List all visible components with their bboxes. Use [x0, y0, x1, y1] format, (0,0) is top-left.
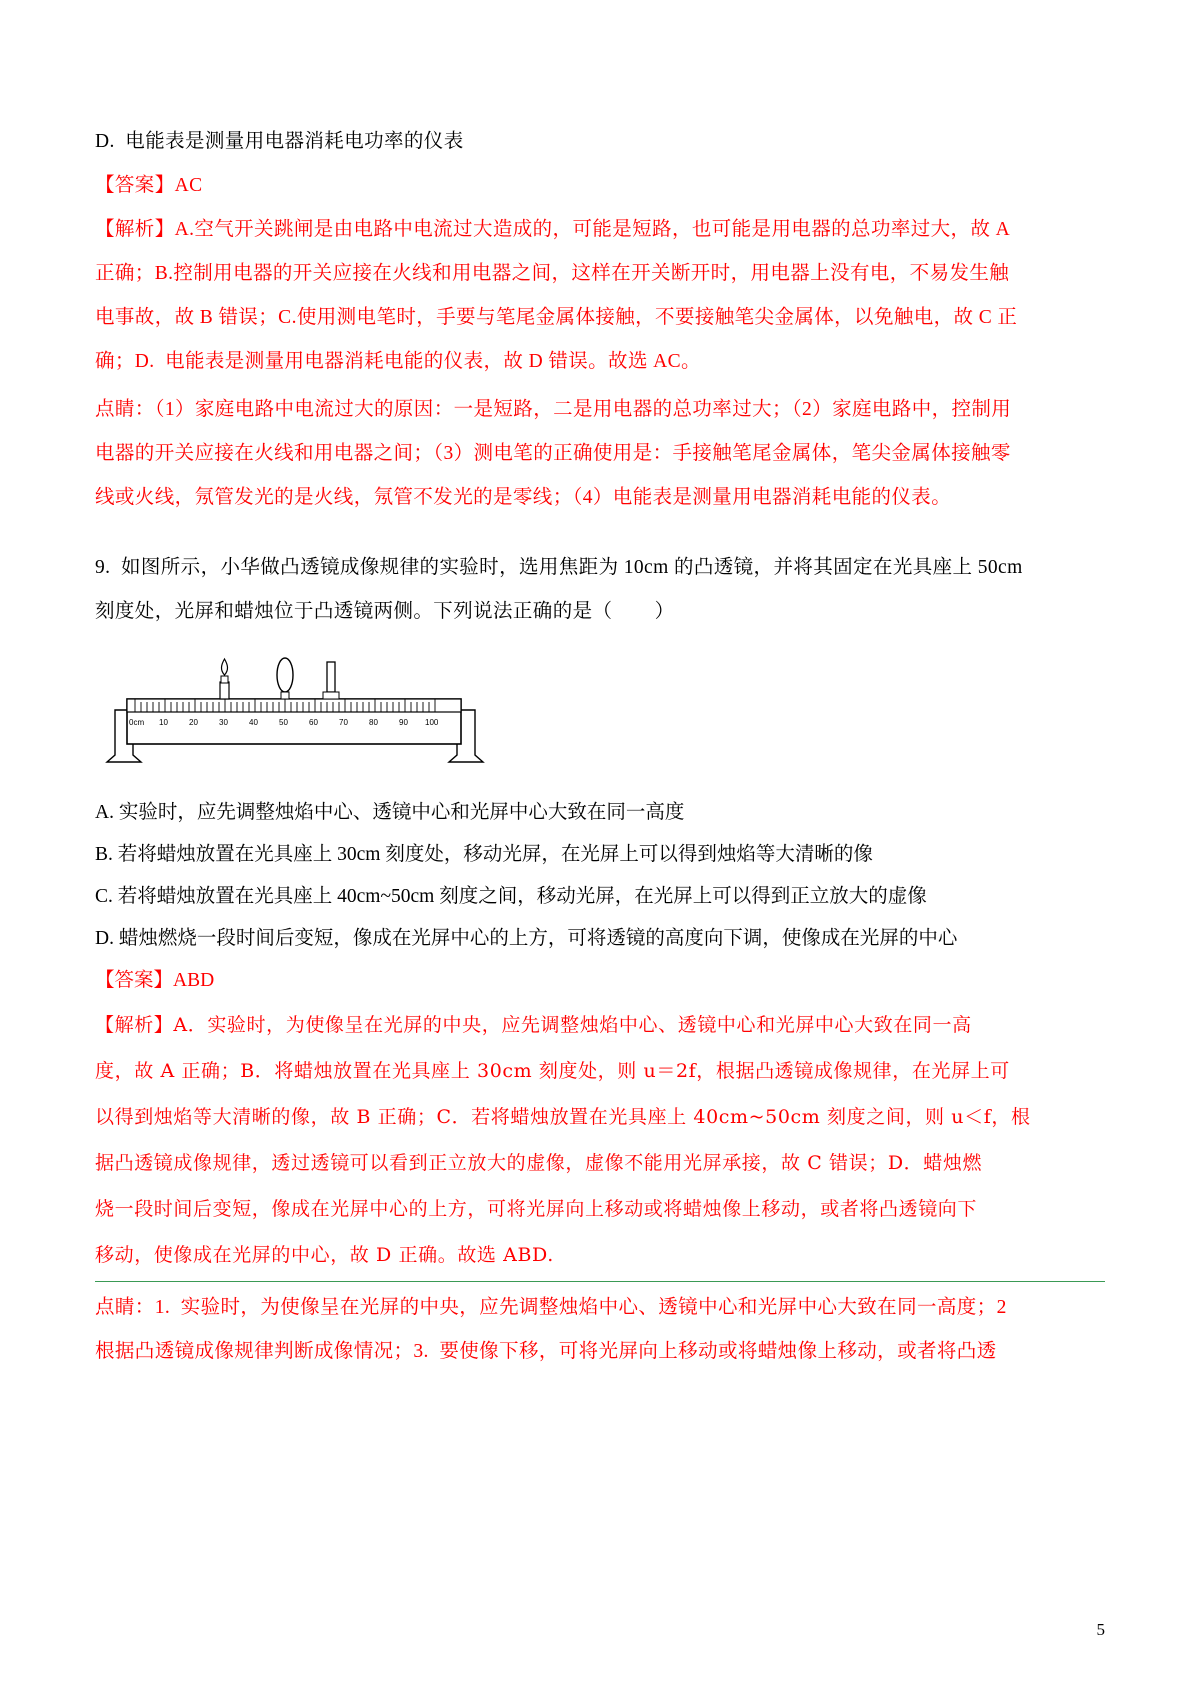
q8-tip-line: 线或火线，氖管发光的是火线，氖管不发光的是零线；（4）电能表是测量用电器消耗电能的仪表。 — [95, 487, 952, 508]
q9-stem — [95, 546, 1105, 634]
q9-option-a: A. 实验时，应先调整烛焰中心、透镜中心和光屏中心大致在同一高度 — [95, 802, 685, 823]
q9-analysis-line: 烧一段时间后变短，像成在光屏中心的上方，可将光屏向上移动或将蜡烛像上移动，或者将凸透镜向下 — [95, 1198, 978, 1220]
q9-option-b: B. 若将蜡烛放置在光具座上 30cm 刻度处，移动光屏，在光屏上可以得到烛焰等大清晰的像 — [95, 844, 873, 865]
q9-stem-line: 刻度处，光屏和蜡烛位于凸透镜两侧。下列说法正确的是（ ） — [95, 601, 675, 622]
q8-analysis-line: 正确；B.控制用电器的开关应接在火线和用电器之间，这样在开关断开时，用电器上没有电，不易发生触 — [95, 263, 1010, 284]
q9-stem-line: 9. 如图所示，小华做凸透镜成像规律的实验时，选用焦距为 10cm 的凸透镜，并将其固定在光具座上 50cm — [95, 557, 1023, 578]
q9-tip — [95, 1286, 1105, 1374]
q9-tip-line: 点睛：1. 实验时，为使像呈在光屏的中央，应先调整烛焰中心、透镜中心和光屏中心大致在同一高度；2 — [95, 1297, 1007, 1318]
svg-text:30: 30 — [219, 718, 228, 727]
svg-text:20: 20 — [189, 718, 198, 727]
q9-analysis-line: 度，故 A 正确；B．将蜡烛放置在光具座上 30cm 刻度处，则 u＝2f，根据凸透镜成像规律，在光屏上可 — [95, 1060, 1010, 1082]
convex-lens-icon — [277, 658, 293, 699]
svg-text:0cm: 0cm — [129, 718, 145, 727]
q9-analysis-line: 以得到烛焰等大清晰的像，故 B 正确；C．若将蜡烛放置在光具座上 40cm~50cm 刻度之间，则 u＜f，根 — [95, 1106, 1031, 1128]
optical-bench-diagram — [105, 652, 505, 782]
q8-analysis-line: 确；D. 电能表是测量用电器消耗电能的仪表，故 D 错误。故选 AC。 — [95, 351, 701, 372]
q9-option-d: D. 蜡烛燃烧一段时间后变短，像成在光屏中心的上方，可将透镜的高度向下调，使像成在光屏的中心 — [95, 928, 958, 949]
svg-text:70: 70 — [339, 718, 348, 727]
q8-analysis-line: 电事故，故 B 错误；C.使用测电笔时，手要与笔尾金属体接触，不要接触笔尖金属体，以免触电，故 C 正 — [95, 307, 1018, 328]
svg-text:60: 60 — [309, 718, 318, 727]
q9-answer: 【答案】ABD — [95, 970, 215, 991]
q8-tip — [95, 388, 1105, 520]
screen-icon — [323, 662, 339, 699]
q9-analysis-line: 移动，使像成在光屏的中心，故 D 正确。故选 ABD. — [95, 1232, 1105, 1282]
q9-figure — [95, 652, 1105, 782]
q8-analysis-line: 【解析】A.空气开关跳闸是由电路中电流过大造成的，可能是短路，也可能是用电器的总功率过大，故 A — [95, 219, 1011, 240]
q9-analysis — [95, 1002, 1105, 1282]
q9-option-c: C. 若将蜡烛放置在光具座上 40cm~50cm 刻度之间，移动光屏，在光屏上可以得到正立放大的虚像 — [95, 886, 927, 907]
svg-text:100: 100 — [425, 718, 439, 727]
q9-analysis-line: 【解析】A．实验时，为使像呈在光屏的中央，应先调整烛焰中心、透镜中心和光屏中心大致在同一高 — [95, 1014, 972, 1036]
q8-tip-line: 点睛：（1）家庭电路中电流过大的原因：一是短路，二是用电器的总功率过大；（2）家庭电路中，控制用 — [95, 399, 1012, 420]
q8-option-d: D. 电能表是测量用电器消耗电功率的仪表 — [95, 131, 464, 152]
svg-text:90: 90 — [399, 718, 408, 727]
svg-text:50: 50 — [279, 718, 288, 727]
svg-text:80: 80 — [369, 718, 378, 727]
q9-analysis-line: 据凸透镜成像规律，透过透镜可以看到正立放大的虚像，虚像不能用光屏承接，故 C 错误；D．蜡烛燃 — [95, 1152, 983, 1174]
q9-tip-line: 根据凸透镜成像规律判断成像情况；3. 要使像下移，可将光屏向上移动或将蜡烛像上移动，或者将凸透 — [95, 1341, 997, 1362]
page-number: 5 — [1096, 1620, 1105, 1639]
q8-analysis — [95, 208, 1105, 384]
q8-tip-line: 电器的开关应接在火线和用电器之间；（3）测电笔的正确使用是：手接触笔尾金属体，笔尖金属体接触零 — [95, 443, 1011, 464]
svg-text:10: 10 — [159, 718, 168, 727]
q9-options — [95, 792, 1105, 960]
candle-icon — [220, 659, 229, 699]
q8-answer: 【答案】AC — [95, 175, 203, 196]
svg-text:40: 40 — [249, 718, 258, 727]
